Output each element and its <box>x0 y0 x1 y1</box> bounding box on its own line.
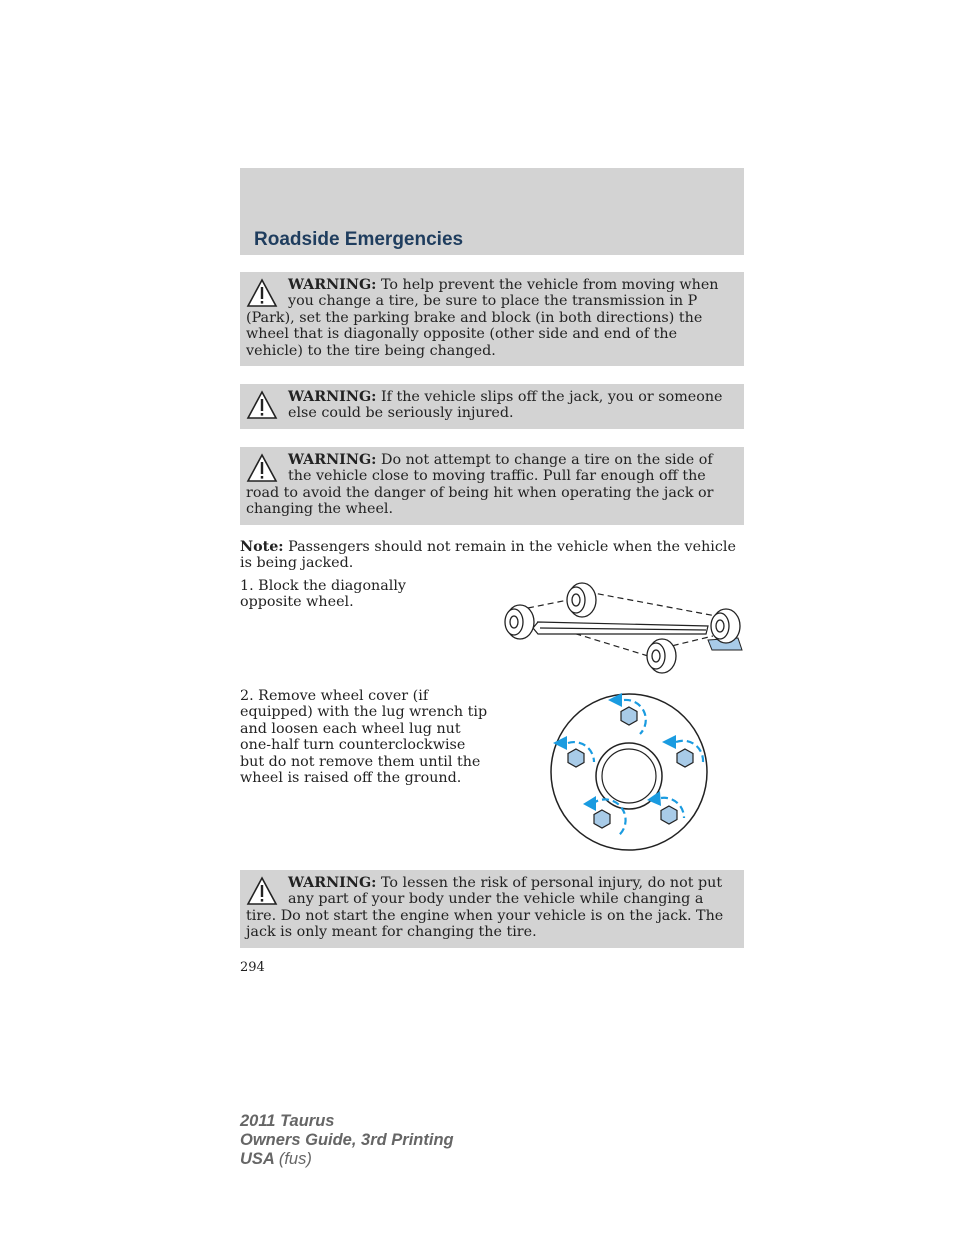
warning-label: WARNING: <box>288 277 377 293</box>
footer-region: USA (fus) <box>240 1150 312 1168</box>
warning-label: WARNING: <box>288 452 377 468</box>
lug-nut-icon <box>621 707 637 725</box>
lug-nut-icon <box>568 749 584 767</box>
note-paragraph <box>240 539 744 572</box>
warning-box-traffic <box>240 447 744 525</box>
lug-nut-icon <box>677 749 693 767</box>
warning-triangle-icon <box>246 390 278 420</box>
warning-triangle-icon <box>246 453 278 483</box>
warning-box-jack-slip <box>240 384 744 429</box>
step-1-text: 1. Block the diagonally opposite wheel. <box>240 578 407 611</box>
warning-box-park <box>240 272 744 366</box>
page-number: 294 <box>240 960 265 975</box>
section-title: Roadside Emergencies <box>254 229 464 250</box>
warning-triangle-icon <box>246 278 278 308</box>
warning-text: Do not attempt to change a tire on the side of the vehicle close to moving traffic. Pull far enough off the road to avoid the danger of being hit when operating the jack or changing the wheel. <box>246 452 714 518</box>
note-label: Note: <box>240 539 284 555</box>
document-footer <box>240 1112 454 1169</box>
warning-text: To lessen the risk of personal injury, do not put any part of your body under the vehicle while changing a tire. Do not start the engine when your vehicle is on the jack. The jack is only meant for changing the tire. <box>246 875 724 941</box>
wheel-block-illustration <box>498 578 746 678</box>
footer-edition: Owners Guide, 3rd Printing <box>240 1131 454 1149</box>
warning-triangle-icon <box>246 876 278 906</box>
warning-box-under-vehicle <box>240 870 744 948</box>
footer-model: 2011 Taurus <box>240 1112 335 1130</box>
note-text: Passengers should not remain in the vehicle when the vehicle is being jacked. <box>240 539 736 572</box>
warning-label: WARNING: <box>288 389 377 405</box>
section-header <box>240 168 744 255</box>
step-2-text: 2. Remove wheel cover (if equipped) with the lug wrench tip and loosen each wheel lug nut one-half turn counterclockwise but do not remove them until the wheel is raised off the ground. <box>240 688 488 787</box>
warning-text: If the vehicle slips off the jack, you or someone else could be seriously injured. <box>288 389 723 422</box>
lug-nut-icon <box>661 806 677 824</box>
lug-nut-icon <box>594 810 610 828</box>
warning-text: To help prevent the vehicle from moving when you change a tire, be sure to place the transmission in P (Park), set the parking brake and block (in both directions) the wheel that is diagonally opposite (other side and end of the vehicle) to the tire being changed. <box>246 277 719 359</box>
lug-nut-loosen-illustration <box>548 690 712 854</box>
warning-label: WARNING: <box>288 875 377 891</box>
